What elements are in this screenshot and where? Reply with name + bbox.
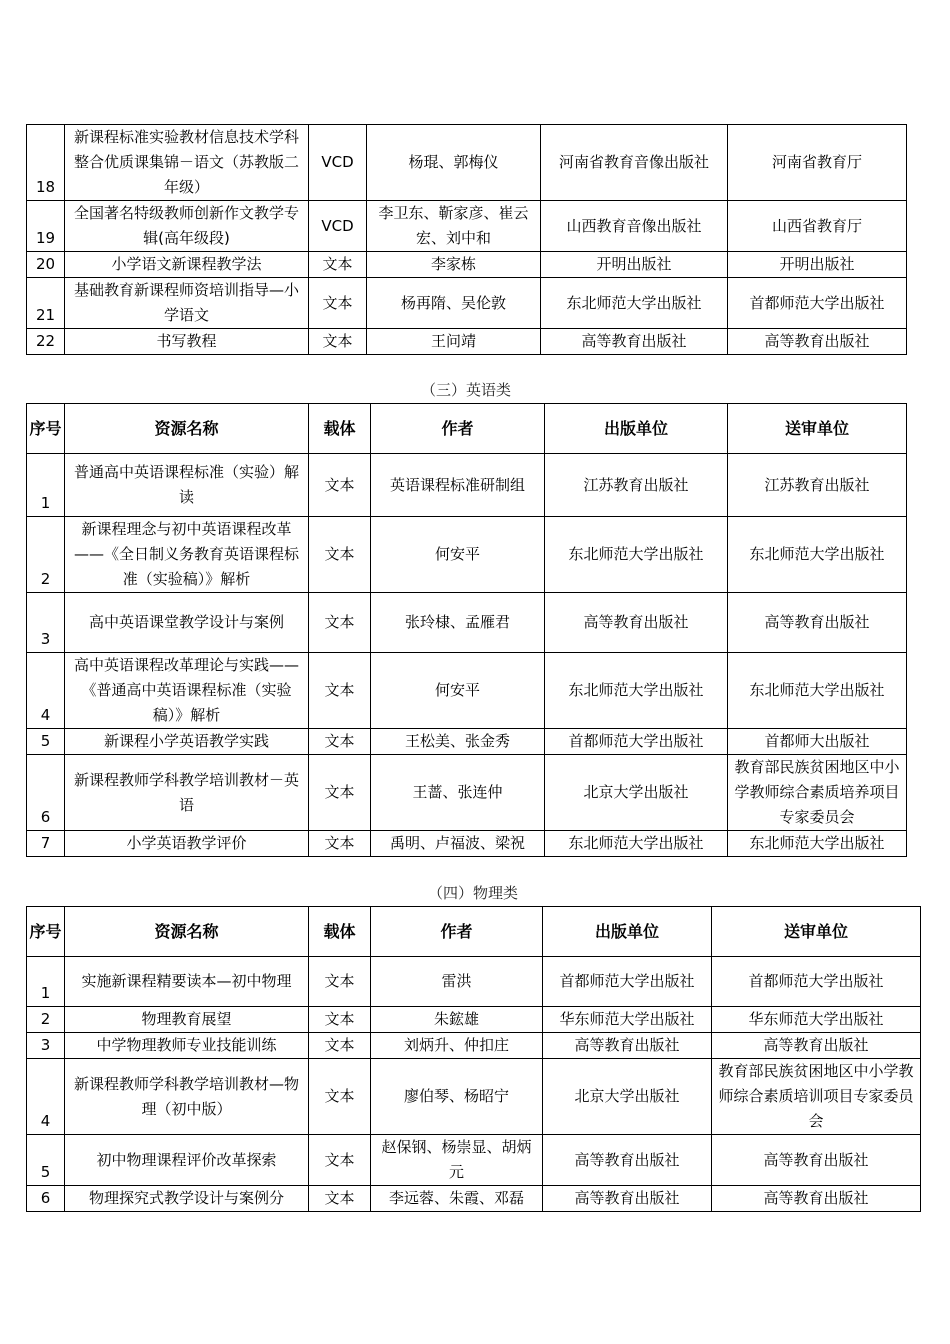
cell-name: 物理教育展望 — [65, 1007, 309, 1033]
header-medium: 载体 — [309, 404, 371, 454]
cell-medium: 文本 — [309, 1059, 371, 1135]
cell-publisher: 山西教育音像出版社 — [541, 201, 728, 252]
cell-num: 22 — [27, 329, 65, 355]
cell-medium: 文本 — [309, 653, 371, 729]
cell-publisher: 首都师范大学出版社 — [545, 729, 728, 755]
cell-publisher: 东北师范大学出版社 — [545, 517, 728, 593]
cell-publisher: 东北师范大学出版社 — [545, 831, 728, 857]
cell-num: 1 — [27, 957, 65, 1007]
cell-author: 王松美、张金秀 — [371, 729, 545, 755]
cell-author: 雷洪 — [371, 957, 543, 1007]
cell-name: 物理探究式教学设计与案例分 — [65, 1186, 309, 1212]
table-row — [27, 1059, 921, 1135]
cell-author: 禹明、卢福波、梁祝 — [371, 831, 545, 857]
table-row — [27, 755, 907, 831]
cell-submitter: 首都师范大学出版社 — [712, 957, 921, 1007]
cell-name: 新课程教师学科教学培训教材－英语 — [65, 755, 309, 831]
cell-publisher: 东北师范大学出版社 — [541, 278, 728, 329]
cell-name: 高中英语课程改革理论与实践——《普通高中英语课程标准（实验稿）》解析 — [65, 653, 309, 729]
cell-submitter: 首都师大出版社 — [728, 729, 907, 755]
cell-submitter: 高等教育出版社 — [728, 593, 907, 653]
header-publisher: 出版单位 — [545, 404, 728, 454]
cell-submitter: 山西省教育厅 — [728, 201, 907, 252]
cell-author: 李卫东、靳家彦、崔云宏、刘中和 — [367, 201, 541, 252]
table-row — [27, 1186, 921, 1212]
header-author: 作者 — [371, 404, 545, 454]
cell-medium: 文本 — [309, 329, 367, 355]
cell-author: 李家栋 — [367, 252, 541, 278]
cell-author: 英语课程标准研制组 — [371, 454, 545, 517]
cell-num: 18 — [27, 125, 65, 201]
cell-num: 5 — [27, 1135, 65, 1186]
cell-author: 王问靖 — [367, 329, 541, 355]
cell-author: 廖伯琴、杨昭宁 — [371, 1059, 543, 1135]
cell-name: 实施新课程精要读本—初中物理 — [65, 957, 309, 1007]
cell-num: 6 — [27, 1186, 65, 1212]
cell-name: 新课程理念与初中英语课程改革——《全日制义务教育英语课程标准（实验稿）》解析 — [65, 517, 309, 593]
cell-author: 张玲棣、孟雁君 — [371, 593, 545, 653]
cell-name: 新课程教师学科教学培训教材—物理（初中版） — [65, 1059, 309, 1135]
table-row — [27, 201, 907, 252]
cell-publisher: 河南省教育音像出版社 — [541, 125, 728, 201]
cell-submitter: 东北师范大学出版社 — [728, 653, 907, 729]
table-row — [27, 1007, 921, 1033]
cell-medium: 文本 — [309, 1033, 371, 1059]
cell-medium: 文本 — [309, 593, 371, 653]
cell-submitter: 东北师范大学出版社 — [728, 517, 907, 593]
cell-medium: 文本 — [309, 755, 371, 831]
table-row — [27, 252, 907, 278]
cell-num: 21 — [27, 278, 65, 329]
cell-author: 杨琨、郭梅仪 — [367, 125, 541, 201]
cell-publisher: 北京大学出版社 — [543, 1059, 712, 1135]
table-row — [27, 593, 907, 653]
cell-publisher: 开明出版社 — [541, 252, 728, 278]
cell-name: 新课程小学英语教学实践 — [65, 729, 309, 755]
cell-num: 3 — [27, 593, 65, 653]
english-header-row — [27, 404, 907, 454]
cell-name: 新课程标准实验教材信息技术学科整合优质课集锦－语文（苏教版二年级） — [65, 125, 309, 201]
english-resources-table — [26, 403, 907, 857]
table-row — [27, 1135, 921, 1186]
cell-submitter: 高等教育出版社 — [728, 329, 907, 355]
cell-submitter: 华东师范大学出版社 — [712, 1007, 921, 1033]
cell-author: 赵保钢、杨崇显、胡炳元 — [371, 1135, 543, 1186]
header-num: 序号 — [27, 907, 65, 957]
cell-num: 6 — [27, 755, 65, 831]
cell-publisher: 江苏教育出版社 — [545, 454, 728, 517]
cell-submitter: 高等教育出版社 — [712, 1033, 921, 1059]
header-name: 资源名称 — [65, 404, 309, 454]
cell-num: 19 — [27, 201, 65, 252]
cell-name: 全国著名特级教师创新作文教学专辑(高年级段) — [65, 201, 309, 252]
english-table-body — [27, 454, 907, 857]
cell-publisher: 北京大学出版社 — [545, 755, 728, 831]
cell-medium: 文本 — [309, 957, 371, 1007]
table-row — [27, 329, 907, 355]
cell-publisher: 东北师范大学出版社 — [545, 653, 728, 729]
cell-name: 书写教程 — [65, 329, 309, 355]
cell-name: 小学语文新课程教学法 — [65, 252, 309, 278]
table-row — [27, 1033, 921, 1059]
cell-name: 基础教育新课程师资培训指导—小学语文 — [65, 278, 309, 329]
cell-num: 20 — [27, 252, 65, 278]
cell-publisher: 高等教育出版社 — [541, 329, 728, 355]
header-publisher: 出版单位 — [543, 907, 712, 957]
cell-submitter: 首都师范大学出版社 — [728, 278, 907, 329]
table-row — [27, 729, 907, 755]
cell-name: 高中英语课堂教学设计与案例 — [65, 593, 309, 653]
physics-resources-table — [26, 906, 921, 1212]
cell-num: 4 — [27, 653, 65, 729]
cell-num: 3 — [27, 1033, 65, 1059]
cell-submitter: 东北师范大学出版社 — [728, 831, 907, 857]
cell-author: 何安平 — [371, 517, 545, 593]
cell-submitter: 开明出版社 — [728, 252, 907, 278]
cell-num: 5 — [27, 729, 65, 755]
cell-submitter: 河南省教育厅 — [728, 125, 907, 201]
section-title-physics: （四）物理类 — [427, 884, 518, 902]
cell-name: 中学物理教师专业技能训练 — [65, 1033, 309, 1059]
cell-publisher: 高等教育出版社 — [545, 593, 728, 653]
cell-name: 小学英语教学评价 — [65, 831, 309, 857]
cell-medium: 文本 — [309, 278, 367, 329]
cell-author: 杨再隋、吴伦敦 — [367, 278, 541, 329]
cell-name: 普通高中英语课程标准（实验）解读 — [65, 454, 309, 517]
header-submitter: 送审单位 — [728, 404, 907, 454]
cell-medium: VCD — [309, 201, 367, 252]
cell-num: 7 — [27, 831, 65, 857]
cell-medium: 文本 — [309, 831, 371, 857]
cell-medium: 文本 — [309, 1186, 371, 1212]
cell-author: 刘炳升、仲扣庄 — [371, 1033, 543, 1059]
cell-publisher: 首都师范大学出版社 — [543, 957, 712, 1007]
header-name: 资源名称 — [65, 907, 309, 957]
header-num: 序号 — [27, 404, 65, 454]
table-row — [27, 125, 907, 201]
cell-publisher: 高等教育出版社 — [543, 1135, 712, 1186]
cell-author: 李远蓉、朱霞、邓磊 — [371, 1186, 543, 1212]
header-author: 作者 — [371, 907, 543, 957]
header-medium: 载体 — [309, 907, 371, 957]
section-title-english: （三）英语类 — [420, 381, 511, 399]
cell-publisher: 高等教育出版社 — [543, 1186, 712, 1212]
cell-medium: 文本 — [309, 729, 371, 755]
cell-name: 初中物理课程评价改革探索 — [65, 1135, 309, 1186]
table-row — [27, 454, 907, 517]
cell-medium: 文本 — [309, 1135, 371, 1186]
physics-header-row — [27, 907, 921, 957]
table-row — [27, 957, 921, 1007]
cell-author: 王蔷、张连仲 — [371, 755, 545, 831]
table-row — [27, 278, 907, 329]
cell-submitter: 高等教育出版社 — [712, 1186, 921, 1212]
chinese-table-body — [27, 125, 907, 355]
cell-num: 2 — [27, 1007, 65, 1033]
cell-submitter: 教育部民族贫困地区中小学教师综合素质培养项目专家委员会 — [728, 755, 907, 831]
cell-num: 2 — [27, 517, 65, 593]
table-row — [27, 517, 907, 593]
cell-medium: 文本 — [309, 252, 367, 278]
cell-medium: 文本 — [309, 517, 371, 593]
cell-submitter: 高等教育出版社 — [712, 1135, 921, 1186]
cell-submitter: 江苏教育出版社 — [728, 454, 907, 517]
cell-medium: VCD — [309, 125, 367, 201]
cell-author: 何安平 — [371, 653, 545, 729]
table-row — [27, 831, 907, 857]
cell-medium: 文本 — [309, 454, 371, 517]
physics-table-body — [27, 957, 921, 1212]
cell-author: 朱鋐雄 — [371, 1007, 543, 1033]
cell-num: 1 — [27, 454, 65, 517]
cell-publisher: 高等教育出版社 — [543, 1033, 712, 1059]
chinese-resources-table — [26, 124, 907, 355]
cell-medium: 文本 — [309, 1007, 371, 1033]
table-row — [27, 653, 907, 729]
header-submitter: 送审单位 — [712, 907, 921, 957]
cell-submitter: 教育部民族贫困地区中小学教师综合素质培训项目专家委员会 — [712, 1059, 921, 1135]
cell-publisher: 华东师范大学出版社 — [543, 1007, 712, 1033]
cell-num: 4 — [27, 1059, 65, 1135]
